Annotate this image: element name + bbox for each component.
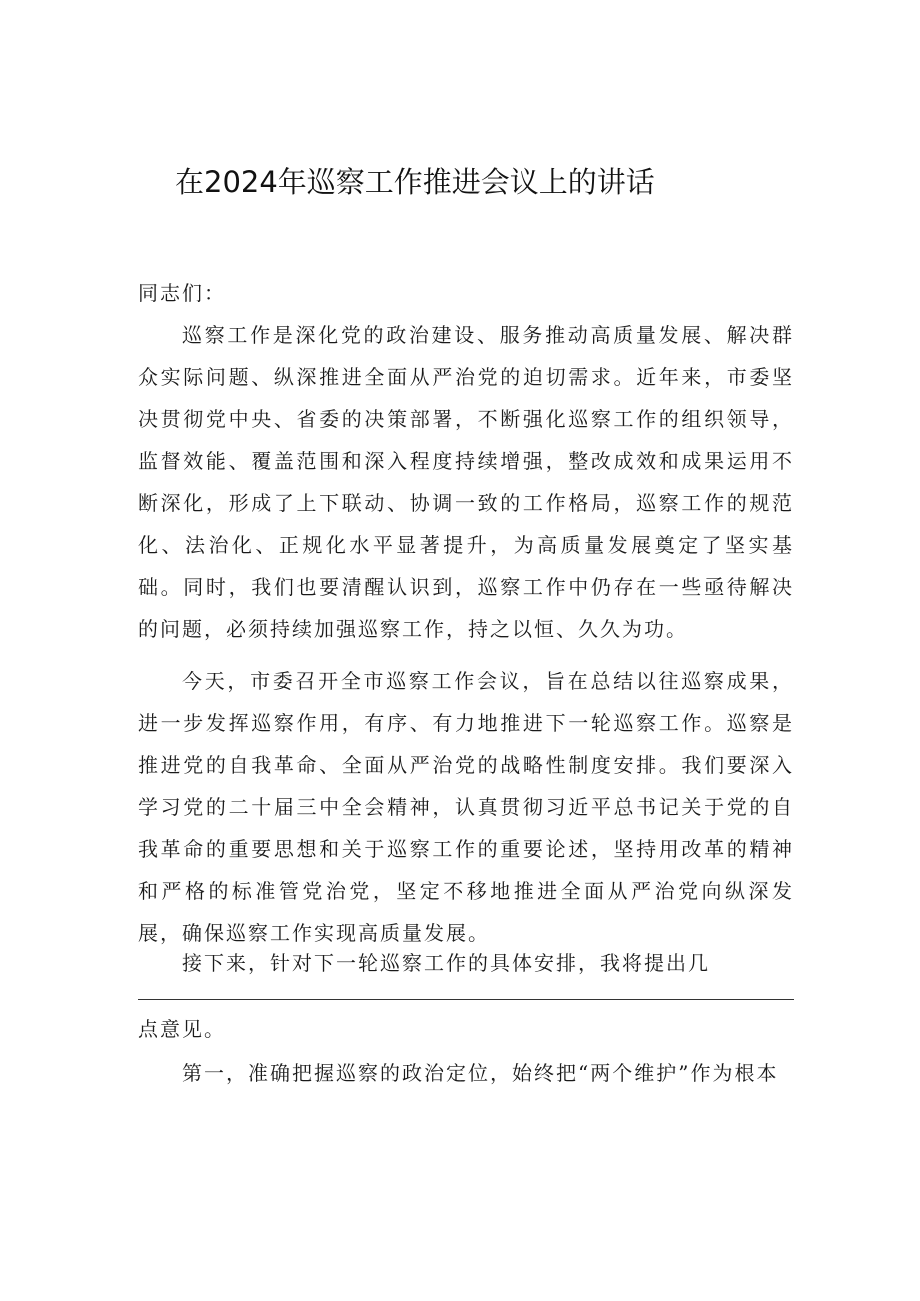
document-title: 在2024年巡察工作推进会议上的讲话 [175, 165, 655, 199]
paragraph-1: 巡察工作是深化党的政治建设、服务推动高质量发展、解决群众实际问题、纵深推进全面从严治党的迫切需求。近年来，市委坚决贯彻党中央、省委的决策部署，不断强化巡察工作的组织领导，监督效能、覆盖范围和深入程度持续增强，整改成效和成果运用不断深化，形成了上下联动、协调一致的工作格局，巡察工作的规范化、法治化、正规化水平显著提升，为高质量发展奠定了坚实基础。同时，我们也要清醒认识到，巡察工作中仍存在一些亟待解决的问题，必须持续加强巡察工作，持之以恒、久久为功。 [138, 323, 794, 641]
salutation: 同志们： [138, 281, 226, 305]
paragraph-2: 今天，市委召开全市巡察工作会议，旨在总结以往巡察成果，进一步发挥巡察作用，有序、有力地推进下一轮巡察工作。巡察是推进党的自我革命、全面从严治党的战略性制度安排。我们要深入学习党的二十届三中全会精神，认真贯彻习近平总书记关于党的自我革命的重要思想和关于巡察工作的重要论述，坚持用改革的精神和严格的标准管党治党，坚定不移地推进全面从严治党向纵深发展，确保巡察工作实现高质量发展。 [138, 669, 794, 945]
horizontal-rule [138, 999, 794, 1000]
paragraph-4: 第一，准确把握巡察的政治定位，始终把“两个维护”作为根本 [182, 1061, 779, 1085]
paragraph-3: 接下来，针对下一轮巡察工作的具体安排，我将提出几 [182, 951, 710, 975]
paragraph-3-continuation: 点意见。 [138, 1017, 226, 1041]
